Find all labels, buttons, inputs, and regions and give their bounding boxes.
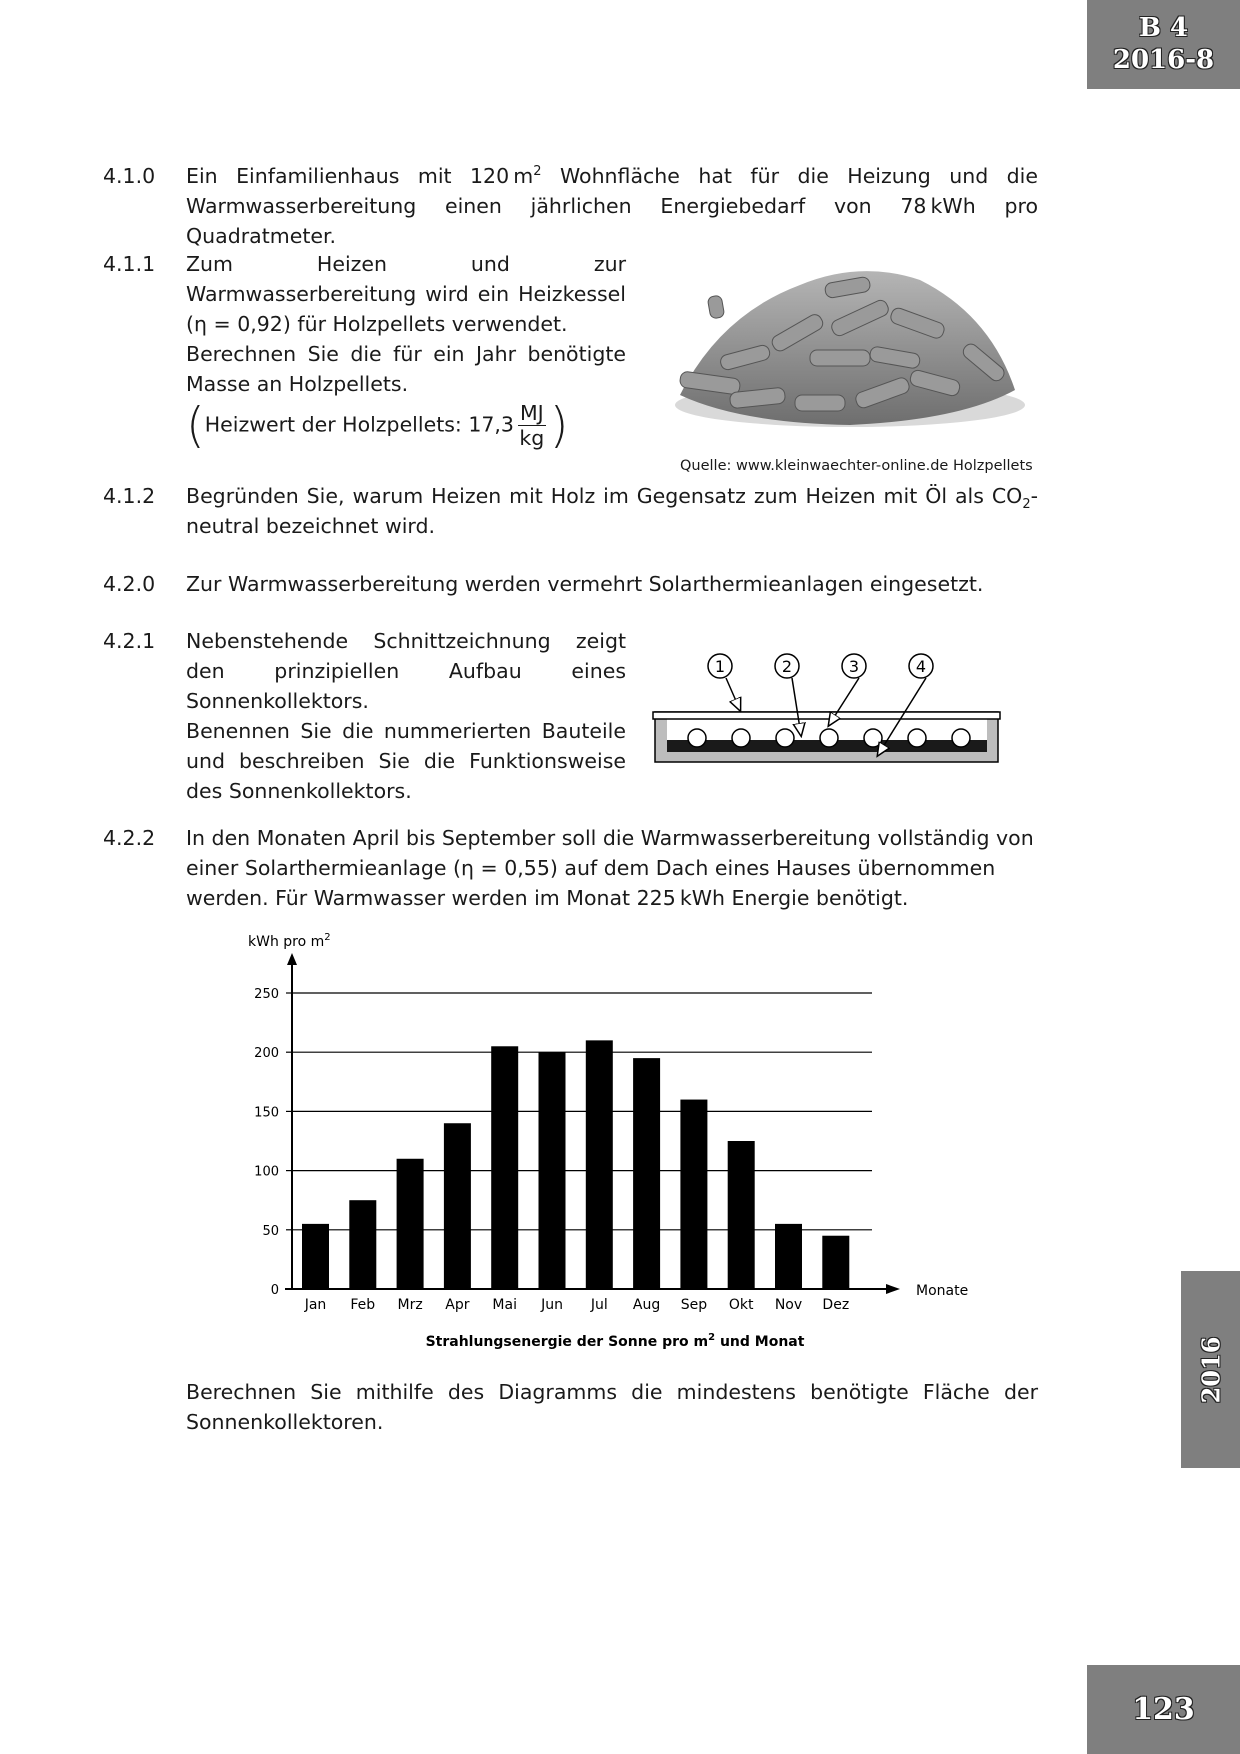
bar-sep bbox=[680, 1100, 707, 1289]
bar-jun bbox=[539, 1052, 566, 1289]
x-tick-label: Mrz bbox=[397, 1297, 423, 1313]
image-source-caption: Quelle: www.kleinwaechter-online.de Holzpellets bbox=[680, 458, 1033, 474]
y-tick-label: 250 bbox=[254, 987, 279, 1002]
bar-okt bbox=[728, 1141, 755, 1289]
bar-mrz bbox=[397, 1159, 424, 1289]
x-axis-arrow-icon bbox=[886, 1284, 900, 1294]
year-tab bbox=[1181, 1271, 1240, 1468]
x-tick-label: Dez bbox=[822, 1297, 850, 1313]
section-tab bbox=[1087, 0, 1240, 89]
bar-mai bbox=[491, 1046, 518, 1289]
bar-dez bbox=[822, 1236, 849, 1289]
solar-radiation-bar-chart bbox=[240, 925, 1000, 1355]
y-tick-label: 100 bbox=[254, 1164, 279, 1180]
y-tick-label: 200 bbox=[254, 1046, 279, 1062]
task-number: 4.2.1 bbox=[103, 629, 156, 653]
task-text: Ein Einfamilienhaus mit 120 $m^2$ Wohnfläche hat für die Heizung und die Warmwasserbereitung einen jährlichen Energiebedarf von 78 kWh pro Quadratmeter. bbox=[186, 164, 1038, 248]
task-text: Zum Heizen und zur Warmwasserbereitung wird ein Heizkessel (η = 0,92) für Holzpellets verwendet. Berechnen Sie die für ein Jahr benötigte Masse an Holzpellets. (Heizwert der Holzpellets: 17,3 $\frac{MJ}{kg}$ ) bbox=[186, 252, 626, 454]
x-tick-label: Sep bbox=[680, 1297, 708, 1313]
x-tick-label: Jul bbox=[590, 1297, 608, 1313]
part-label-3: 3 bbox=[848, 657, 860, 676]
chart-grid bbox=[292, 993, 872, 1230]
x-tick-label: Jan bbox=[304, 1297, 327, 1313]
y-tick-label: 150 bbox=[254, 1105, 279, 1121]
task-text: Begründen Sie, warum Heizen mit Holz im Gegensatz zum Heizen mit Öl als $CO_2$-neutral bezeichnet wird. bbox=[186, 484, 1038, 538]
x-tick-label: Nov bbox=[774, 1297, 803, 1313]
task-text: Berechnen Sie mithilfe des Diagramms die mindestens benötigte Fläche der Sonnenkollektoren. bbox=[186, 1380, 1038, 1434]
task-text: Zur Warmwasserbereitung werden vermehrt Solarthermieanlagen eingesetzt. bbox=[186, 572, 984, 596]
x-tick-label: Jun bbox=[541, 1297, 563, 1313]
task-number: 4.2.0 bbox=[103, 572, 156, 596]
part-label-1: 1 bbox=[714, 657, 726, 676]
x-tick-label: Aug bbox=[632, 1297, 661, 1313]
y-axis-label-text: kWh pro m bbox=[248, 934, 325, 950]
x-tick-label: Mai bbox=[492, 1297, 517, 1313]
section-label: B 4 bbox=[1138, 13, 1189, 43]
bar-jan bbox=[302, 1224, 329, 1289]
y-axis-ticks bbox=[254, 987, 292, 1298]
year-label: 2016 bbox=[1196, 1336, 1225, 1403]
chart-bars bbox=[302, 1040, 849, 1289]
task-text: Nebenstehende Schnittzeichnung zeigt den prinzipiellen Aufbau eines Sonnenkollektors. Benennen Sie die nummerierten Bauteile und beschreiben Sie die Funktionsweise des Sonnenkollektors. bbox=[186, 629, 626, 803]
y-tick-label: 50 bbox=[262, 1223, 279, 1239]
x-tick-label: Okt bbox=[728, 1297, 754, 1313]
bar-aug bbox=[633, 1058, 660, 1289]
section-code: 2016-8 bbox=[1112, 45, 1215, 75]
task-number: 4.1.2 bbox=[103, 484, 156, 508]
wood-pellets-image bbox=[660, 255, 1030, 435]
task-number: 4.2.2 bbox=[103, 826, 156, 850]
bar-nov bbox=[775, 1224, 802, 1289]
page-number: 123 bbox=[1087, 1665, 1240, 1754]
unit-fraction: $\frac{MJ}{kg}$ bbox=[519, 401, 545, 450]
y-tick-label: 0 bbox=[270, 1283, 279, 1298]
task-number: 4.1.0 bbox=[103, 164, 156, 188]
bar-feb bbox=[349, 1200, 376, 1289]
x-axis-ticks bbox=[304, 1297, 849, 1313]
x-tick-label: Apr bbox=[445, 1297, 470, 1313]
bar-jul bbox=[586, 1040, 613, 1289]
task-text: In den Monaten April bis September soll die Warmwasserbereitung vollständig von einer Solarthermieanlage (η = 0,55) auf dem Dach eines Hauses übernommen werden. Für Warmwasser werden im Monat 225 kWh Energie benötigt. bbox=[186, 826, 1034, 910]
heating-value-hint: (Heizwert der Holzpellets: 17,3 $\frac{MJ}{kg}$ ) bbox=[186, 397, 569, 454]
bar-apr bbox=[444, 1123, 471, 1289]
chart-title: Strahlungsenergie der Sonne pro $m^2$ und Monat bbox=[425, 1332, 805, 1350]
task-number: 4.1.1 bbox=[103, 252, 156, 276]
part-label-4: 4 bbox=[915, 657, 927, 676]
y-axis-arrow-icon bbox=[287, 953, 297, 965]
x-axis-label: Monate bbox=[916, 1283, 969, 1299]
solar-collector-diagram bbox=[650, 645, 1010, 770]
x-tick-label: Feb bbox=[350, 1297, 376, 1313]
part-label-2: 2 bbox=[781, 657, 793, 676]
y-axis-label: kWh pro $m^2$ bbox=[248, 932, 331, 950]
